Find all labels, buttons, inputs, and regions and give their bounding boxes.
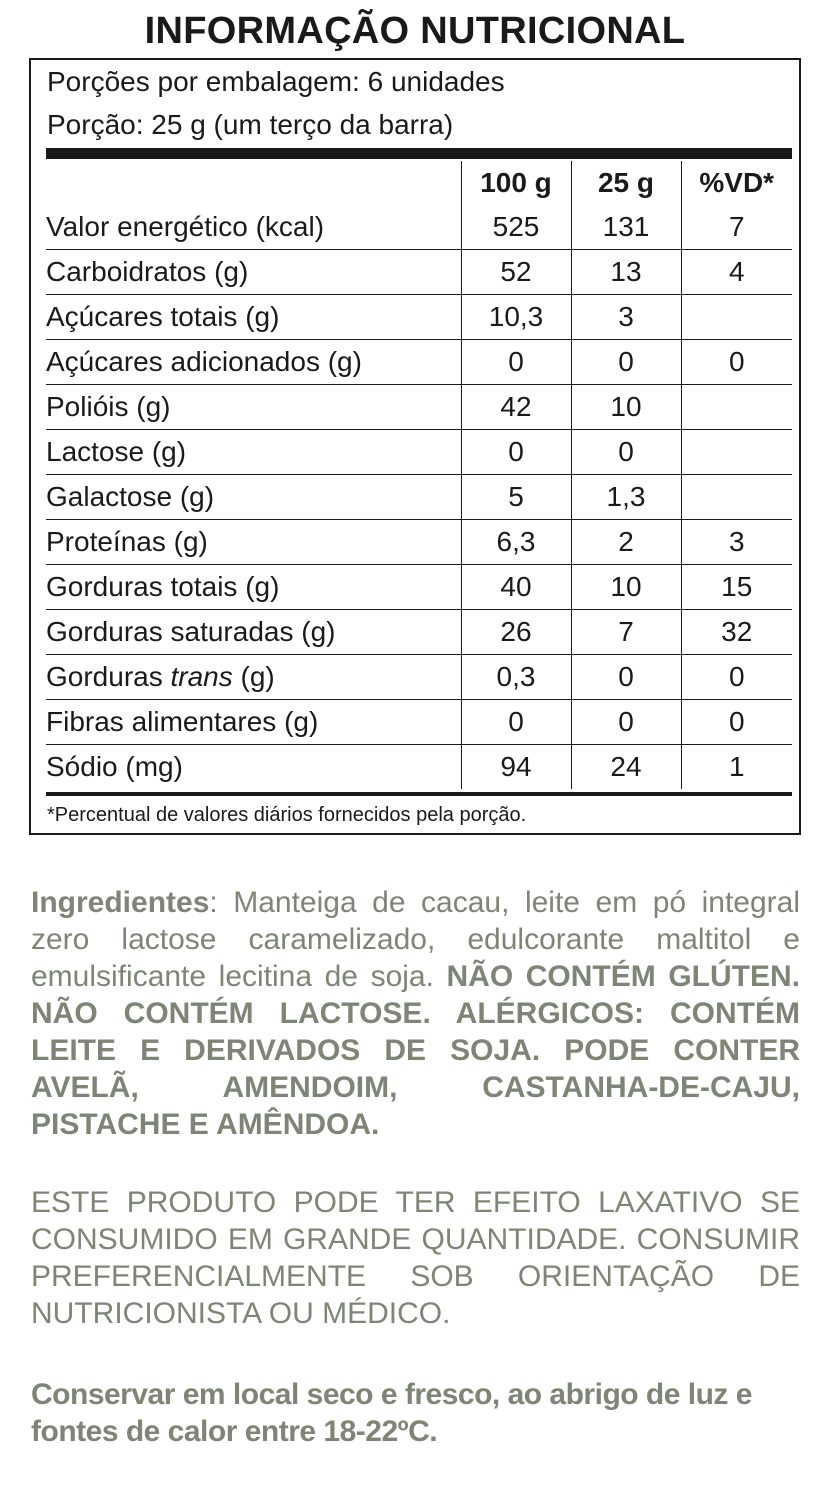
value-per-100g: 6,3 [461,520,571,565]
nutrient-name: Galactose (g) [46,475,461,520]
header-per-100g: 100 g [461,161,571,205]
value-per-100g: 0,3 [461,655,571,700]
nutrition-facts-panel [29,58,801,835]
nutrient-name: Lactose (g) [46,430,461,475]
table-row [46,205,792,250]
value-per-25g: 131 [571,205,681,250]
nutrient-name-suffix: (g) [232,661,275,692]
value-daily-percent: 4 [681,250,792,295]
header-per-25g: 25 g [571,161,681,205]
table-row [46,475,792,520]
servings-per-package: Porções por embalagem: 6 unidades [47,66,505,97]
nutrient-name: Polióis (g) [46,385,461,430]
nutrient-name: Valor energético (kcal) [46,211,325,242]
table-row [46,745,792,790]
value-per-100g: 40 [461,565,571,610]
nutrition-table [46,161,792,789]
value-daily-percent: 0 [681,655,792,700]
table-row [46,700,792,745]
value-per-25g: 1,3 [571,475,681,520]
value-daily-percent [681,295,792,340]
ingredients-text: : Manteiga de cacau, leite em pó integral zero lactose caramelizado, edulcorante maltitol e emulsificante lecitina de soja. [31,886,800,993]
value-daily-percent: 15 [681,565,792,610]
value-per-100g: 52 [461,250,571,295]
table-row [46,520,792,565]
daily-value-footnote: *Percentual de valores diários fornecidos pela porção. [47,804,527,826]
value-per-25g: 7 [571,610,681,655]
value-per-100g: 10,3 [461,295,571,340]
value-daily-percent: 7 [681,205,792,250]
value-per-25g: 10 [571,565,681,610]
value-per-25g: 10 [571,385,681,430]
value-daily-percent: 0 [681,700,792,745]
value-per-25g: 2 [571,520,681,565]
header-nutrient [46,161,461,205]
allergen-warning: NÃO CONTÉM GLÚTEN. NÃO CONTÉM LACTOSE. ALÉRGICOS: CONTÉM LEITE E DERIVADOS DE SOJA. PODE CONTER AVELÃ, AMENDOIM, CASTANHA-DE-CAJU, PISTACHE E AMÊNDOA. [31,960,800,1141]
value-per-100g: 5 [461,475,571,520]
value-daily-percent [681,475,792,520]
value-per-100g: 525 [461,205,571,250]
nutrient-name: Carboidratos (g) [46,250,461,295]
value-per-25g: 0 [571,655,681,700]
value-per-25g: 24 [571,745,681,790]
value-per-25g: 13 [571,250,681,295]
table-header-row [46,161,792,205]
table-row [46,430,792,475]
serving-size: Porção: 25 g (um terço da barra) [47,109,454,140]
nutrient-name-italic: trans [170,661,233,692]
value-daily-percent: 0 [681,340,792,385]
value-per-100g: 0 [461,430,571,475]
label-title: INFORMAÇÃO NUTRICIONAL [144,10,686,52]
value-per-100g: 94 [461,745,571,790]
nutrient-name: Sódio (mg) [46,745,461,790]
table-row [46,250,792,295]
nutrient-name: Açúcares totais (g) [46,295,461,340]
value-daily-percent: 1 [681,745,792,790]
value-per-100g: 26 [461,610,571,655]
value-daily-percent [681,385,792,430]
ingredients-paragraph [31,884,800,1143]
table-row [46,610,792,655]
nutrient-name: Gorduras saturadas (g) [46,610,461,655]
table-row [46,340,792,385]
nutrient-name: Proteínas (g) [46,520,461,565]
nutrient-name: Fibras alimentares (g) [46,700,461,745]
storage-instructions: Conservar em local seco e fresco, ao abrigo de luz e fontes de calor entre 18-22ºC. [31,1378,752,1448]
nutrient-name-prefix: Gorduras [46,661,171,692]
value-daily-percent: 3 [681,520,792,565]
value-daily-percent [681,430,792,475]
value-per-25g: 0 [571,340,681,385]
thick-divider [46,148,792,159]
table-row [46,385,792,430]
ingredients-label: Ingredientes [31,886,210,919]
value-per-25g: 0 [571,430,681,475]
nutrient-name: Açúcares adicionados (g) [46,340,461,385]
bottom-divider [46,792,792,796]
value-per-100g: 42 [461,385,571,430]
nutrient-name [46,655,461,700]
table-row [46,295,792,340]
value-per-25g: 0 [571,700,681,745]
header-daily-value: %VD* [681,161,792,205]
value-per-25g: 3 [571,295,681,340]
table-row [46,565,792,610]
laxative-notice: ESTE PRODUTO PODE TER EFEITO LAXATIVO SE CONSUMIDO EM GRANDE QUANTIDADE. CONSUMIR PREFERENCIALMENTE SOB ORIENTAÇÃO DE NUTRICIONISTA OU MÉDICO. [31,1186,800,1330]
value-daily-percent: 32 [681,610,792,655]
table-row [46,655,792,700]
nutrient-name: Gorduras totais (g) [46,565,461,610]
value-per-100g: 0 [461,340,571,385]
value-per-100g: 0 [461,700,571,745]
